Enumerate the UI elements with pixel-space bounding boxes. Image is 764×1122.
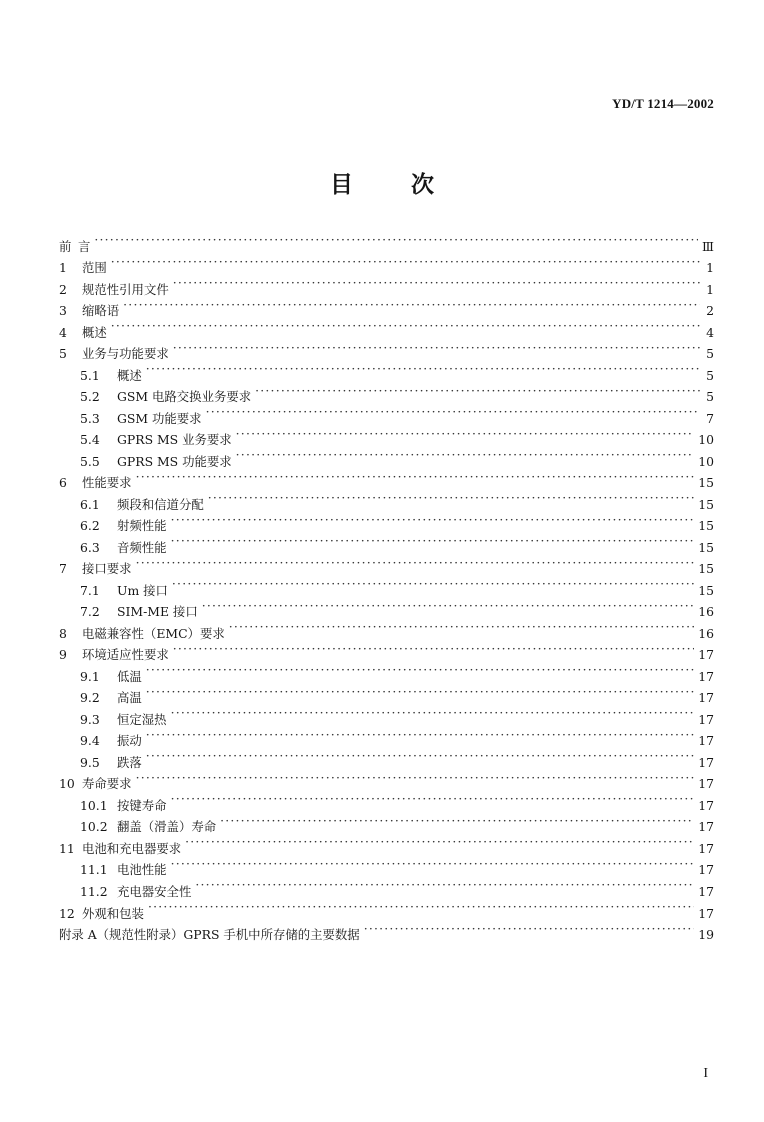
toc-leader-dots bbox=[146, 745, 694, 767]
toc-entry[interactable] bbox=[59, 358, 714, 383]
toc-entry-label: 射频性能 bbox=[117, 518, 167, 534]
toc-entry-label: 低温 bbox=[117, 668, 142, 684]
toc-leader-dots bbox=[185, 831, 694, 853]
toc-entry-page: 17 bbox=[698, 819, 714, 835]
toc-entry-number: 7 bbox=[59, 561, 67, 577]
toc-leader-dots bbox=[173, 272, 700, 294]
toc-entry[interactable] bbox=[59, 788, 714, 813]
toc-entry-label: 环境适应性要求 bbox=[82, 647, 169, 663]
toc-entry-page: 17 bbox=[698, 711, 714, 727]
toc-entry-number: 5.5 bbox=[80, 453, 100, 469]
toc-leader-dots bbox=[146, 659, 694, 681]
page-title: 目 次 bbox=[329, 171, 434, 198]
toc-entry-number: 3 bbox=[59, 303, 67, 319]
toc-entry-label: GPRS MS 业务要求 bbox=[117, 432, 232, 448]
toc-entry-label: SIM-ME 接口 bbox=[117, 604, 198, 620]
toc-entry-number: 6.2 bbox=[80, 518, 100, 534]
toc-entry-label: 恒定湿热 bbox=[117, 711, 167, 727]
toc-entry-label: 范围 bbox=[82, 260, 107, 276]
toc-entry-label: 性能要求 bbox=[82, 475, 132, 491]
toc-entry-number: 5.3 bbox=[80, 410, 100, 426]
toc-entry-page: 10 bbox=[698, 432, 714, 448]
toc-entry-page: 16 bbox=[698, 604, 714, 620]
toc-leader-dots bbox=[236, 444, 695, 466]
toc-entry-label: 言 bbox=[78, 238, 91, 254]
toc-entry-label: 高温 bbox=[117, 690, 142, 706]
toc-entry-label: 规范性引用文件 bbox=[82, 281, 169, 297]
toc-entry[interactable] bbox=[59, 229, 714, 254]
toc-entry-label: 电池和充电器要求 bbox=[82, 840, 182, 856]
toc-entry-label: GSM 功能要求 bbox=[117, 410, 202, 426]
toc-entry[interactable] bbox=[59, 466, 714, 491]
toc-entry[interactable] bbox=[59, 702, 714, 727]
toc-entry-page: 5 bbox=[706, 346, 714, 362]
toc-leader-dots bbox=[171, 530, 695, 552]
toc-leader-dots bbox=[171, 702, 695, 724]
toc-entry-label: 音频性能 bbox=[117, 539, 167, 555]
toc-entry-label: GPRS MS 功能要求 bbox=[117, 453, 232, 469]
toc-entry-number: 11 bbox=[59, 840, 75, 856]
toc-entry-number: 7.2 bbox=[80, 604, 100, 620]
toc-entry-page: 17 bbox=[698, 840, 714, 856]
toc-leader-dots bbox=[172, 573, 694, 595]
toc-entry[interactable] bbox=[59, 767, 714, 792]
toc-entry-number: 11.1 bbox=[80, 862, 108, 878]
toc-leader-dots bbox=[111, 251, 700, 273]
toc-entry[interactable] bbox=[59, 573, 714, 598]
toc-entry-page: 4 bbox=[706, 324, 714, 340]
toc-entry-number: 5 bbox=[59, 346, 67, 362]
page-folio: I bbox=[703, 1066, 708, 1081]
toc-entry-page: 17 bbox=[698, 668, 714, 684]
toc-leader-dots bbox=[171, 853, 695, 875]
toc-entry-number: 1 bbox=[59, 260, 67, 276]
toc-entry-page: 17 bbox=[698, 733, 714, 749]
toc-entry-number: 2 bbox=[59, 281, 67, 297]
toc-entry-page: 15 bbox=[698, 539, 714, 555]
toc-entry-label: 充电器安全性 bbox=[117, 883, 192, 899]
toc-entry-page: 15 bbox=[698, 518, 714, 534]
toc-entry[interactable] bbox=[59, 745, 714, 770]
toc-entry-page: 10 bbox=[698, 453, 714, 469]
toc-entry-page: 1 bbox=[706, 260, 714, 276]
toc-entry-page: 5 bbox=[706, 367, 714, 383]
toc-entry-number: 10.1 bbox=[80, 797, 108, 813]
toc-entry-number: 6.1 bbox=[80, 496, 100, 512]
toc-leader-dots bbox=[148, 896, 694, 918]
toc-entry-number: 5.4 bbox=[80, 432, 100, 448]
toc-entry-number: 5.2 bbox=[80, 389, 100, 405]
toc-leader-dots bbox=[208, 487, 694, 509]
toc-entry-label: 外观和包装 bbox=[82, 905, 144, 921]
toc-entry-page: 15 bbox=[698, 561, 714, 577]
toc-leader-dots bbox=[229, 616, 694, 638]
toc-entry-page: 2 bbox=[706, 303, 714, 319]
toc-entry-page: 17 bbox=[698, 690, 714, 706]
toc-leader-dots bbox=[136, 552, 695, 574]
toc-entry-number: 5.1 bbox=[80, 367, 100, 383]
toc-entry-label: 按键寿命 bbox=[117, 797, 167, 813]
toc-entry[interactable] bbox=[59, 251, 714, 276]
toc-entry-number: 9.2 bbox=[80, 690, 100, 706]
toc-leader-dots bbox=[220, 810, 694, 832]
toc-entry-page: 17 bbox=[698, 905, 714, 921]
toc-leader-dots bbox=[94, 229, 698, 251]
toc-leader-dots bbox=[195, 874, 694, 896]
toc-entry[interactable] bbox=[59, 659, 714, 684]
toc-entry[interactable] bbox=[59, 272, 714, 297]
toc-entry-number: 7.1 bbox=[80, 582, 100, 598]
toc-entry-page: 19 bbox=[698, 927, 714, 943]
toc-entry-label: 概述 bbox=[82, 324, 107, 340]
toc-leader-dots bbox=[173, 337, 700, 359]
toc-leader-dots bbox=[123, 294, 700, 316]
toc-entry-label: 附录 A（规范性附录）GPRS 手机中所存储的主要数据 bbox=[59, 927, 360, 943]
table-of-contents bbox=[59, 229, 714, 943]
toc-entry-number: 9.4 bbox=[80, 733, 100, 749]
toc-entry-page: 7 bbox=[706, 410, 714, 426]
toc-entry-label: 频段和信道分配 bbox=[117, 496, 204, 512]
toc-entry-page: 5 bbox=[706, 389, 714, 405]
toc-entry-page: 17 bbox=[698, 647, 714, 663]
toc-entry-page: 17 bbox=[698, 797, 714, 813]
toc-entry-page: 15 bbox=[698, 475, 714, 491]
toc-leader-dots bbox=[136, 767, 695, 789]
standard-code: YD/T 1214—2002 bbox=[612, 96, 714, 111]
toc-entry-page: Ⅲ bbox=[702, 238, 714, 254]
toc-leader-dots bbox=[171, 788, 695, 810]
toc-entry-label: GSM 电路交换业务要求 bbox=[117, 389, 252, 405]
toc-entry-number: 11.2 bbox=[80, 883, 108, 899]
toc-entry-label: 翻盖（滑盖）寿命 bbox=[117, 819, 217, 835]
toc-entry-number: 9.1 bbox=[80, 668, 100, 684]
toc-entry-page: 16 bbox=[698, 625, 714, 641]
toc-entry-label: 缩略语 bbox=[82, 303, 120, 319]
toc-leader-dots bbox=[146, 681, 694, 703]
toc-leader-dots bbox=[171, 509, 695, 531]
toc-entry-label: 业务与功能要求 bbox=[82, 346, 169, 362]
toc-entry[interactable] bbox=[59, 896, 714, 921]
toc-leader-dots bbox=[202, 595, 695, 617]
toc-entry[interactable] bbox=[59, 552, 714, 577]
toc-entry-number: 9.3 bbox=[80, 711, 100, 727]
toc-entry-number: 6.3 bbox=[80, 539, 100, 555]
toc-entry[interactable] bbox=[59, 380, 714, 405]
toc-leader-dots bbox=[173, 638, 694, 660]
toc-entry-page: 17 bbox=[698, 862, 714, 878]
toc-leader-dots bbox=[364, 918, 695, 940]
toc-entry-label: 概述 bbox=[117, 367, 142, 383]
toc-entry-label: 跌落 bbox=[117, 754, 142, 770]
toc-entry-page: 15 bbox=[698, 496, 714, 512]
toc-entry-number: 9.5 bbox=[80, 754, 100, 770]
toc-entry[interactable] bbox=[59, 337, 714, 362]
toc-entry-number: 8 bbox=[59, 625, 67, 641]
toc-entry-number: 10 bbox=[59, 776, 75, 792]
toc-leader-dots bbox=[255, 380, 700, 402]
toc-entry[interactable] bbox=[59, 315, 714, 340]
toc-entry-page: 17 bbox=[698, 883, 714, 899]
toc-entry-label: 寿命要求 bbox=[82, 776, 132, 792]
toc-leader-dots bbox=[146, 358, 700, 380]
toc-entry-number: 前 bbox=[59, 238, 72, 254]
toc-entry-label: 电磁兼容性（EMC）要求 bbox=[82, 625, 225, 641]
toc-entry-page: 15 bbox=[698, 582, 714, 598]
toc-entry-label: 接口要求 bbox=[82, 561, 132, 577]
toc-entry-label: 电池性能 bbox=[117, 862, 167, 878]
toc-leader-dots bbox=[136, 466, 695, 488]
toc-entry-number: 6 bbox=[59, 475, 67, 491]
toc-entry-number: 4 bbox=[59, 324, 67, 340]
toc-entry[interactable] bbox=[59, 724, 714, 749]
toc-entry-label: 振动 bbox=[117, 733, 142, 749]
toc-entry-page: 17 bbox=[698, 776, 714, 792]
toc-entry-page: 17 bbox=[698, 754, 714, 770]
toc-entry[interactable] bbox=[59, 294, 714, 319]
toc-entry[interactable] bbox=[59, 918, 714, 943]
toc-leader-dots bbox=[146, 724, 694, 746]
toc-leader-dots bbox=[206, 401, 700, 423]
toc-entry-page: 1 bbox=[706, 281, 714, 297]
toc-entry-label: Um 接口 bbox=[117, 582, 168, 598]
toc-entry-number: 10.2 bbox=[80, 819, 108, 835]
toc-leader-dots bbox=[236, 423, 695, 445]
toc-entry[interactable] bbox=[59, 681, 714, 706]
toc-entry[interactable] bbox=[59, 487, 714, 512]
toc-entry-number: 9 bbox=[59, 647, 67, 663]
toc-leader-dots bbox=[111, 315, 700, 337]
toc-entry-number: 12 bbox=[59, 905, 75, 921]
